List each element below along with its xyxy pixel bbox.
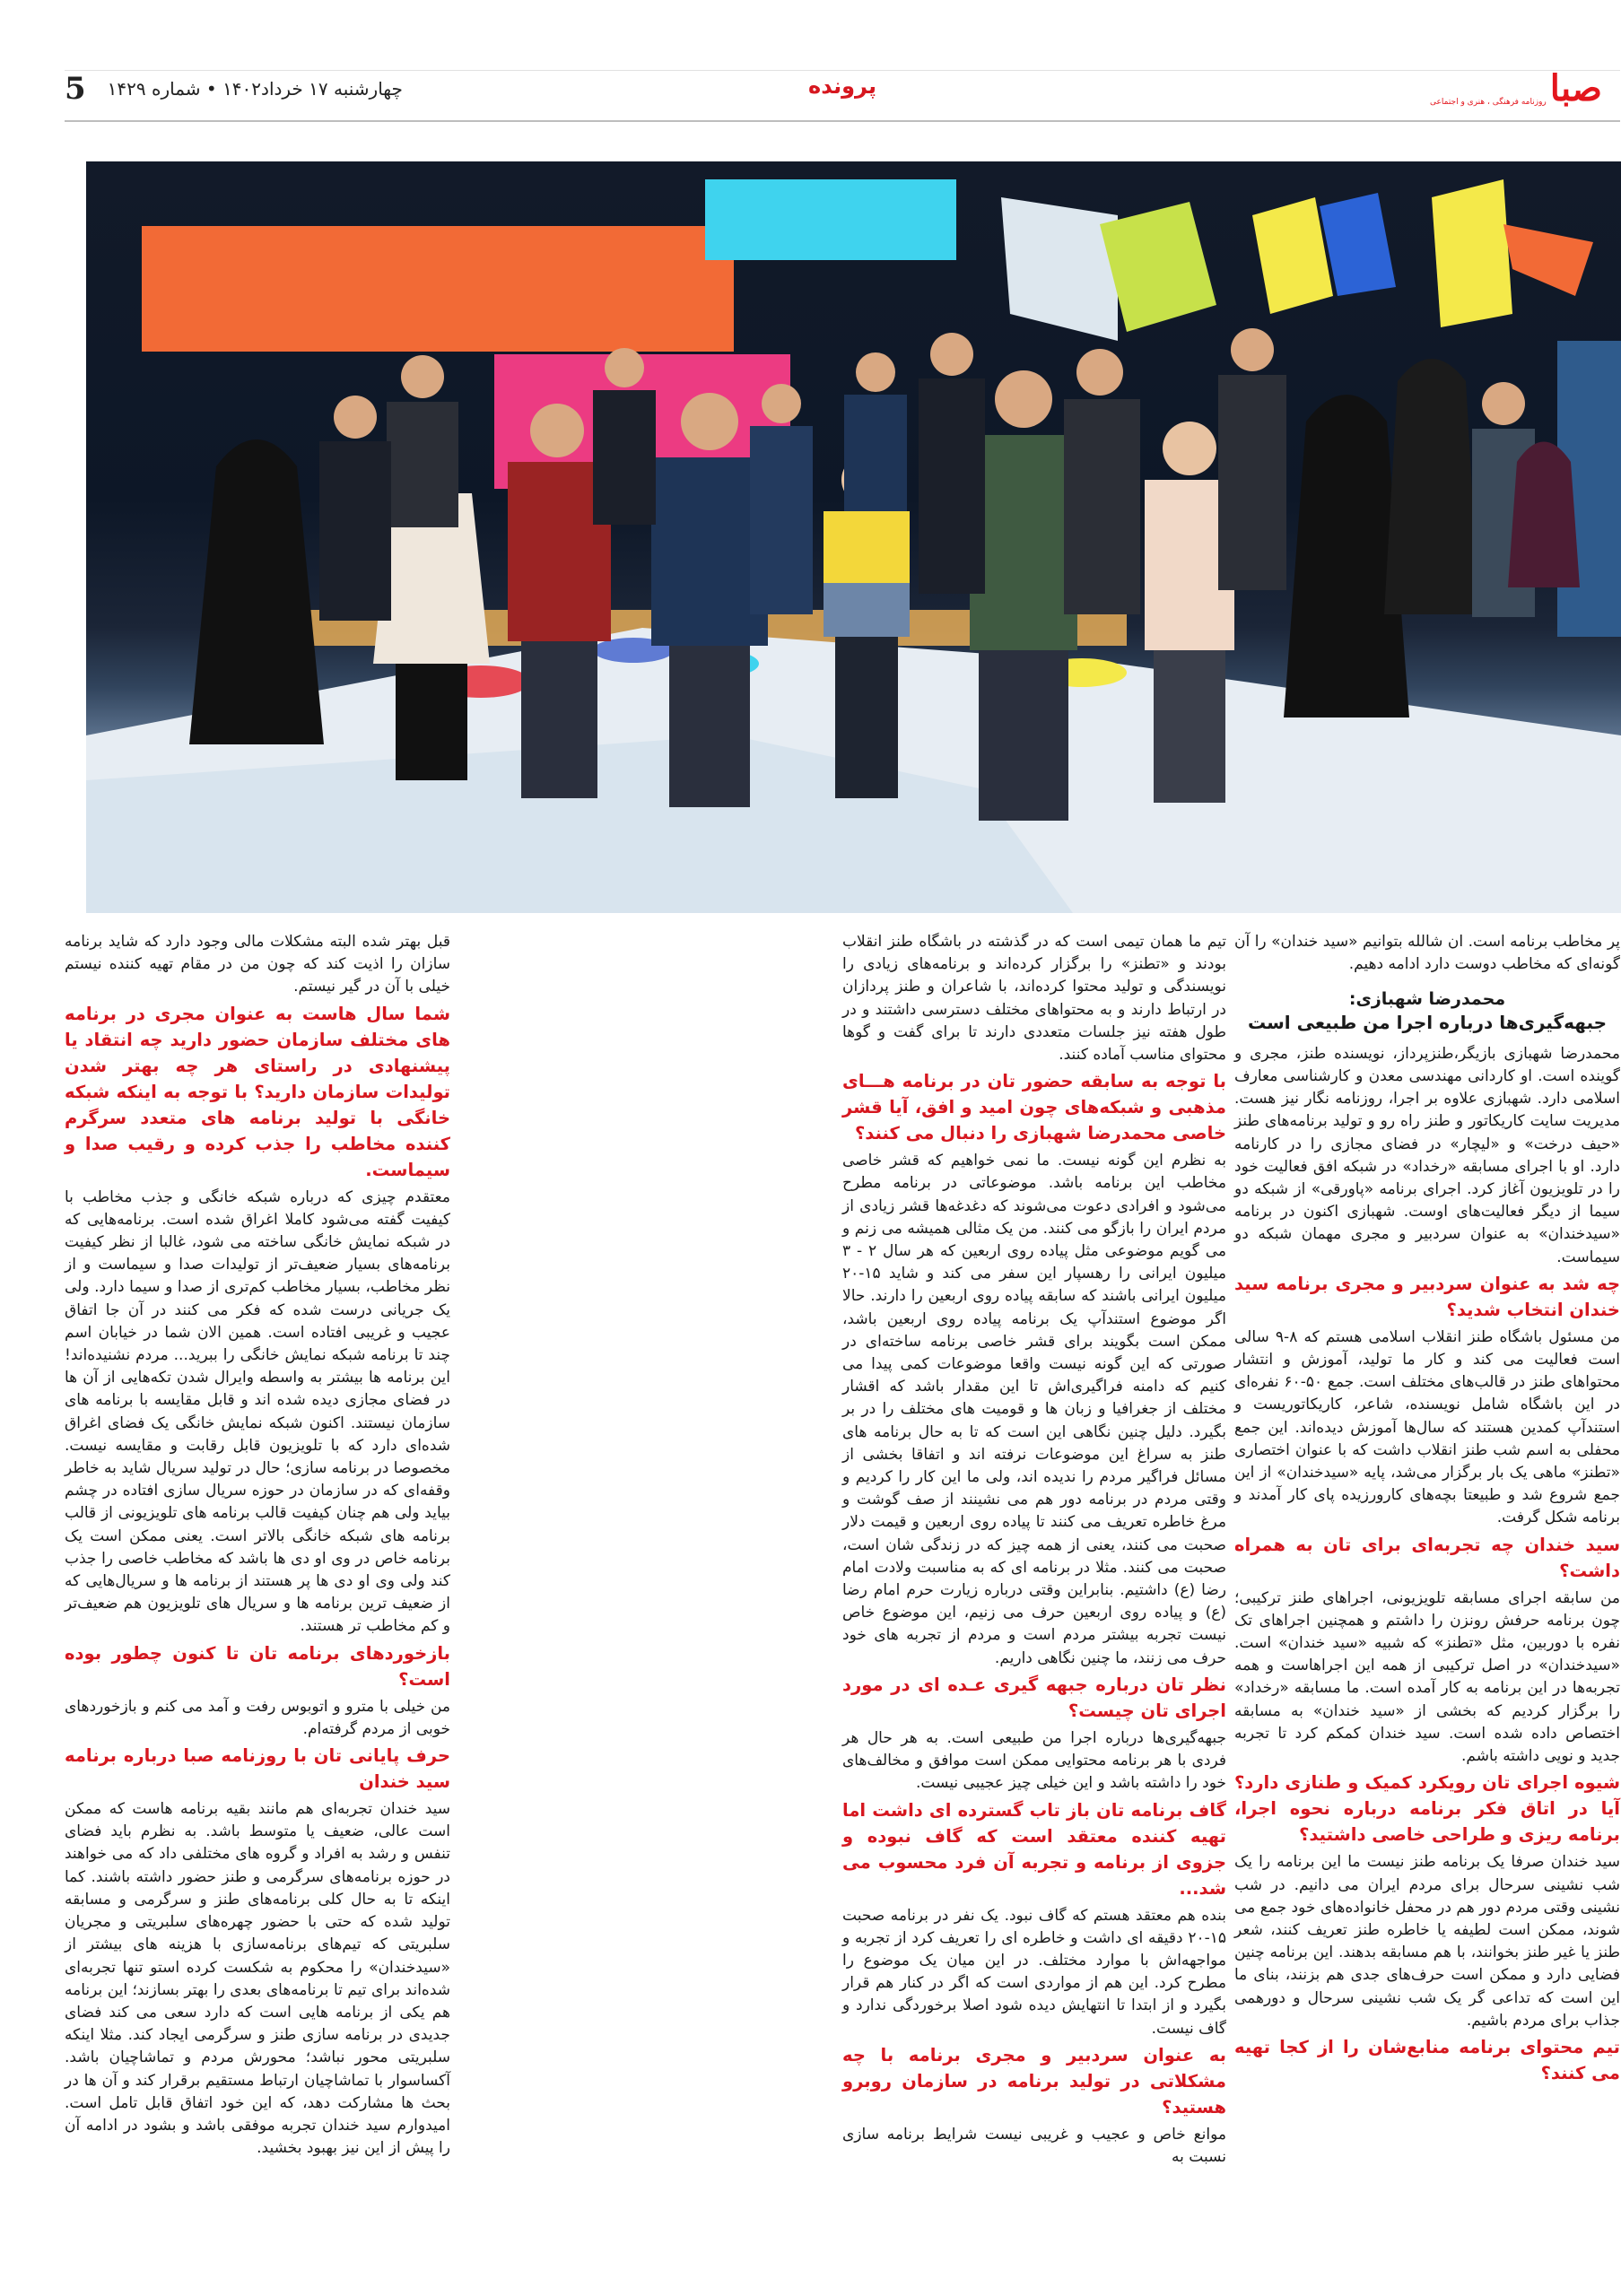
question: با توجه به سابقه حضور تان در برنامه هـــای مذهبی و شبکه‌های چون امید و افق، آیا قشر خاصی محمدرضا شهبازی را دنبال می کنند؟ (842, 1071, 1226, 1144)
person (1064, 349, 1140, 614)
question: شیوه اجرای تان رویکرد کمیک و طنازی دارد؟ آیا در اتاق فکر برنامه درباره نحوه اجرا، برنامه ریزی و طراحی خاصی داشتید؟ (1234, 1772, 1620, 1846)
question: چه شد به عنوان سردبیر و مجری برنامه سید خندان انتخاب شدید؟ (1234, 1273, 1620, 1320)
paragraph: من مسئول باشگاه طنز انقلاب اسلامی هستم که ۸-۹ سالی است فعالیت می کند و کار ما تولید، آموزش و انتشار محتواهای طنز در قالب‌های مختلف است. جمع ۵۰-۶۰ نفره‌ای در این باشگاه شامل نویسنده، شاعر، کاریکاتوریست و استندآپ کمدین هستند که سال‌ها آموزش دیده‌اند. این جمع محفلی به اسم شب طنز انقلاب داشت که با عنوان اختصاری «تطنز» ماهی یک بار برگزار می‌شد، پایه «سیدخندان» از این جمع شروع شد و طبیعتا بچه‌های کارورزیده پای کار آمدند و برنامه شکل گرفت. (1234, 1327, 1620, 1527)
question: بازخوردهای برنامه تان تا کنون چطور بوده است؟ (65, 1642, 450, 1690)
person (1218, 328, 1286, 590)
person (1384, 359, 1479, 614)
logo-subtitle: روزنامه فرهنگی ، هنری و اجتماعی (1430, 98, 1547, 107)
person (319, 396, 391, 621)
paragraph: موانع خاص و عجیب و غریبی نیست شرایط برنامه سازی نسبت به (842, 2125, 1226, 2166)
orange-light-panel-2 (1503, 224, 1593, 296)
person (844, 352, 907, 511)
paragraph: سید خندان تجربه‌ای هم مانند بقیه برنامه هاست که ممکن است عالی، ضعیف یا متوسط باشد. به نظرم باید فضای تنفس و رشد به افراد و گروه های مختلفی داد که می خواهند در حوزه برنامه‌های سرگرمی و طنز حضور داشته باشند. کما اینکه تا به حال کلی برنامه‌های طنز و سرگرمی و مسابقه تولید شده که حتی با حضور چهره‌های سلبریتی و مجریان سلبریتی که تیم‌های برنامه‌سازی با هزینه های بیشتر از «سیدخندان» را محکوم به شکست کرده استو تنها تجربه‌ای شده‌اند برای تیم تا برنامه‌های بعدی را بهتر بسازند؛ این برنامه هم یکی از برنامه هایی است که دارد سعی می کند فضای جدیدی در برنامه سازی طنز و سرگرمی ایجاد کند. مثلا اینکه سلبریتی محور نباشد؛ محورش مردم و تماشاچیان باشد. آکساسوار با تماشاچیان ارتباط مستقیم برقرار کند و آن ها در بحث ها مشارکت دهد، که این خود اتفاق قابل تامل است. امیدوارم سید خندان تجربه موفقی باشد و بشود در ادامه آن را پیش از این نیز بهبود بخشید. (65, 1800, 450, 2158)
cyan-light-panel (705, 179, 956, 260)
interviewee-name: محمدرضا شهبازی: (1348, 989, 1506, 1010)
white-light-panel (1001, 197, 1118, 341)
logo-mark: صبا (1549, 67, 1602, 109)
article-subtitle: جبهه‌گیری‌ها درباره اجرا من طبیعی است (1247, 1011, 1608, 1033)
paragraph: معتقدم چیزی که درباره شبکه خانگی و جذب مخاطب با کیفیت گفته می‌شود کاملا اغراق شده است. برنامه‌هایی که در شبکه نمایش خانگی ساخته می شود، غالبا از نظر کیفیت برنامه‌های بسیار ضعیف‌تر از تولیدات صدا و سیماست و از نظر مخاطب، بسیار مخاطب کم‌تری از صدا و سیما دارد. ولی یک جریانی درست شده که فکر می کنند در آن جا اتفاق عجیب و غریبی افتاده است. همین الان شما در خیابان اسم چند تا برنامه شبکه نمایش خانگی را ببرید... مردم نشنیده‌اند! این برنامه ها بیشتر به واسطه وایرال شدن تکه‌هایی از آن ها در فضای مجازی دیده شده اند و قابل مقایسه با برنامه های سازمان نیستند. اکنون شبکه نمایش خانگی یک فضای اغراق شده‌ای دارد که با تلویزیون قابل رقابت و مقایسه نیست. مخصوصا در برنامه سازی؛ حال در تولید سریال شاید به خاطر وقفه‌ای که در سازمان در حوزه سریال سازی افتاده در چشم بیاید ولی هم چنان کیفیت قالب برنامه های تلویزیونی از قالب برنامه های شبکه خانگی بالاتر است. یعنی ممکن است یک برنامه خاص در وی او دی ها باشد که مخاطب خاصی را جذب کند ولی وی او دی ها پر هستند از برنامه ها و سریال‌هایی که از ضعیف ترین برنامه ها و سریال های تلویزیون هم ضعیف‌تر و کم مخاطب تر هستند. (65, 1187, 450, 1636)
person (919, 333, 985, 594)
studio-scene (86, 161, 1621, 913)
yellow-light-panel-2 (1432, 179, 1512, 327)
paragraph: به نظرم این گونه نیست. ما نمی خواهیم که قشر خاصی مخاطب این برنامه باشد. موضوعاتی در برنامه مطرح می‌شود و افرادی دعوت می‌شوند که دغدغه‌ها قشر زیادی از مردم ایران را بازگو می کنند. من یک مثالی همیشه می زنم و می گویم موضوعی مثل پیاده روی اربعین که هر سال ۲ - ۳ میلیون ایرانی را رهسپار این سفر می کند و شاید ۱۵-۲۰ میلیون ایرانی باشند که سابقه پیاده روی اربعین را دارند. حالا اگر موضوع استندآپ یک برنامه پیاده روی اربعین باشد، ممکن است بگویند برای قشر خاصی برنامه ساخته‌ای در صورتی که این گونه نیست واقعا موضوعات کمی پیدا می کنیم که دامنه فراگیری‌اش تا این مقدار باشد که اقشار مختلف از جغرافیا و زبان ها و قومیت های مختلف را در بر بگیرد. دلیل چنین نگاهی این است که تا به حال برنامه های طنز به سراغ این موضوعات نرفته اند و اتفاقا بخشی از مسائل فراگیر مردم را ندیده اند، ولی ما این کار را کردیم و وقتی مردم در برنامه دور هم می نشینند از صف گوشت و مرغ خاطره تعریف می کنند تا پیاده روی اربعین و قیمت دلار صحبت می کنند، یعنی از همه چیز که در زندگی شان است، صحبت می کنند. مثلا در برنامه ای که به مناسبت ولادت امام رضا (ع) داشتیم. بنابراین وقتی درباره زیارت حرم امام رضا (ع) و پیاده روی اربعین حرف می زنیم، این موضوع خاص نیست تجربه بیشتر مردم است و مردم از تجربه های خود حرف می زنند، ما چنین نگاهی داریم. (842, 1152, 1226, 1667)
paragraph: جبهه‌گیری‌ها درباره اجرا من طبیعی است. به هر حال هر فردی با هر برنامه محتوایی ممکن است موافق و مخالف‌های خود را داشته باشد و این خیلی چیز عجیبی نیست. (842, 1728, 1226, 1793)
question: گاف برنامه تان باز تاب گسترده ای داشت اما تهیه کننده معتقد است که گاف نبوده و جزوی از برنامه و تجربه آن فرد محسوب می شد... (842, 1799, 1226, 1899)
page-number: 5 (65, 71, 86, 107)
intro-paragraph: پر مخاطب برنامه است. ان شالله بتوانیم «سید خندان» را آن گونه‌ای که مخاطب دوست دارد ادامه دهیم. (1234, 933, 1620, 974)
orange-light-panel (142, 226, 734, 352)
article-column-1 (1234, 931, 1620, 2090)
paragraph: محمدرضا شهبازی بازیگر،طنزپرداز، نویسنده طنز، مجری و گوینده است. او کاردانی مهندسی معدن و کارشناسی معارف اسلامی دارد. شهبازی علاوه بر اجرا، روزنامه نگار نیز هست. مدیریت سایت کاریکاتور و طنز راه رو و تولید برنامه‌های طنز «حیف درخت» و «لیچار» در فضای مجازی را در کارنامه دارد. او با اجرای مسابقه «رخداد» در شبکه افق فعالیت خود را در تلویزیون آغاز کرد. اجرای برنامه «پاورقی» از شبکه دو سیما از دیگر فعالیت‌های اوست. شهبازی اکنون در برنامه «سیدخندان» به عنوان سردبیر و مجری مهمان شبکه دو سیماست. (1234, 1044, 1620, 1266)
yellow-light-panel (1252, 197, 1333, 314)
question: به عنوان سردبیر و مجری برنامه با چه مشکلاتی در تولید برنامه در سازمان روبرو هستید؟ (842, 2044, 1226, 2118)
question: نظر تان درباره جبهه گیری عـده ای در مورد اجرای تان چیست؟ (842, 1674, 1226, 1721)
issue-info: چهارشنبه ۱۷ خرداد۱۴۰۲ • شماره ۱۴۲۹ (107, 78, 403, 100)
header-rule (65, 120, 1620, 122)
question: تیم محتوای برنامه منابع‌شان را از کجا تهیه می کنند؟ (1234, 2036, 1620, 2083)
paragraph: قبل بهتر شده البته مشکلات مالی وجود دارد که شاید برنامه سازان را اذیت کند که چون من در مقام تهیه کننده نیستم خیلی با آن در گیر نیستم. (65, 933, 450, 996)
article-column-2 (842, 931, 1226, 2170)
person (1508, 442, 1580, 588)
paragraph: سید خندان صرفا یک برنامه طنز نیست ما این برنامه را یک شب نشینی سرحال برای مردم ایران می دانیم. در شب نشینی وقتی مردم دور هم در محفل خانواده‌های خود جمع می شوند، ممکن است لطیفه یا خاطره طنز تعریف کنند، شعر طنز یا غیر طنز بخوانند، با هم مسابقه بدهند. این برنامه چنین فضایی دارد و ممکن است حرف‌های جدی هم بزنند، بنای ما این است که تداعی گر یک شب نشینی سرحال و دورهمی جذاب برای مردم باشیم. (1234, 1853, 1620, 2030)
blue-light-panel (1320, 193, 1396, 296)
paragraph: بنده هم معتقد هستم که گاف نبود. یک نفر در برنامه صحبت ۱۵-۲۰ دقیقه ای داشت و خاطره ای را تعریف کرد از تجربه و مواجهه‌اش با موارد مختلف. در این میان یک موضوع را مطرح کرد. این هم از مواردی است که اگر در کنار هم قرار بگیرد و از ابتدا تا انتهایش دیده شود اصلا برخوردگی ندارد و گاف نیست. (842, 1906, 1226, 2038)
group-photo (86, 161, 1621, 913)
paragraph: من خیلی با مترو و اتوبوس رفت و آمد می کنم و بازخوردهای خوبی از مردم گرفته‌ام. (65, 1697, 450, 1738)
person (970, 370, 1077, 821)
question: سید خندان چه تجربه‌ای برای تان به همراه داشت؟ (1234, 1534, 1620, 1581)
section-title: پرونده (808, 74, 876, 99)
person (387, 355, 458, 527)
question: شما سال هاست به عنوان مجری در برنامه های مختلف سازمان حضور دارید چه انتقاد یا پیشنهادی در راستای هر چه بهتر شدن تولیدات سازمان دارید؟ با توجه به اینکه شبکه خانگی با تولید برنامه های متعدد سرگرم کننده مخاطب را جذب کرده و رقیب صدا و سیماست. (65, 1003, 450, 1180)
newspaper-logo (1430, 67, 1602, 109)
person (189, 439, 324, 744)
paragraph: تیم ما همان تیمی است که در گذشته در باشگاه طنز انقلاب بودند و «تطنز» را برگزار کرده‌اند و برنامه‌های زیادی را نویسندگی و تولید محتوا کرده‌اند، با شاعران و طنز پردازان در ارتباط دارند و به محتواهای مختلف دسترسی داشتند و در طول هفته نیز جلسات متعددی دارند تا برای گفت و گوها محتوای مناسب آماده کنند. (842, 933, 1226, 1065)
header-left (65, 71, 403, 107)
paragraph: من سابقه اجرای مسابقه تلویزیونی، اجراهای طنز ترکیبی؛ چون برنامه حرفش رونزن را داشتم و همچنین اجراهای تک نفره با دوربین، مثل «تطنز» که شبیه «سید خندان» است. «سیدخندان» در اصل ترکیبی از همه این اجراهاست و همه تجربه‌ها در این برنامه به کار آمده است. ما مسابقه «رخداد» را برگزار کردیم که بخشی از «سید خندان» به مسابقه اختصاص داده شده است. سید خندان کمکم کرد تا تجربه جدید و نویی داشته باشم. (1234, 1588, 1620, 1766)
question: حرف پایانی تان با روزنامه صبا درباره برنامه سید خندان (65, 1745, 450, 1793)
article-column-3 (65, 931, 450, 2161)
page-header (65, 61, 1620, 117)
